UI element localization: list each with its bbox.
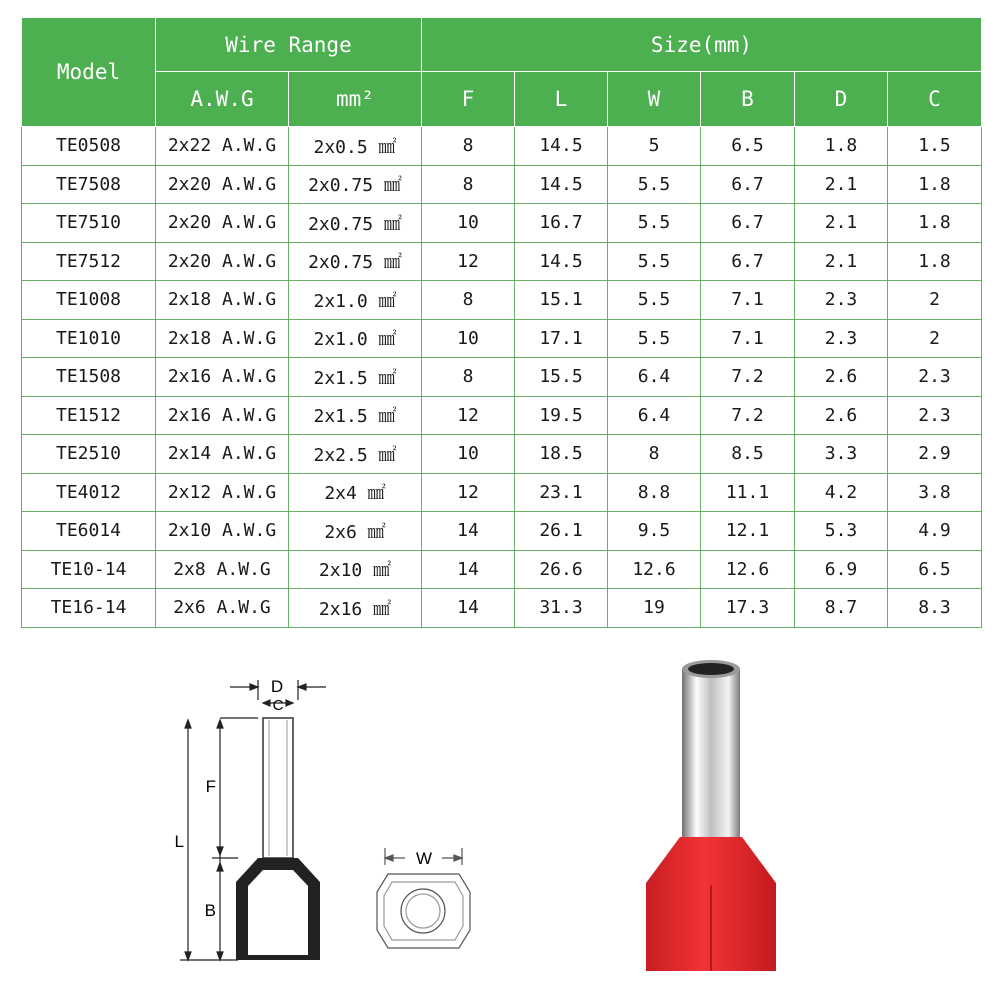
cell-l: 19.5 bbox=[515, 396, 608, 435]
cell-f: 12 bbox=[422, 242, 515, 281]
cell-b: 8.5 bbox=[701, 435, 795, 474]
cell-mm2: 2x1.5 ㎟ bbox=[289, 358, 422, 397]
cell-f: 14 bbox=[422, 550, 515, 589]
cell-d: 8.7 bbox=[795, 589, 888, 628]
cell-w: 5.5 bbox=[608, 281, 701, 320]
cell-model: TE4012 bbox=[22, 473, 156, 512]
cell-c: 1.8 bbox=[888, 165, 982, 204]
cell-b: 11.1 bbox=[701, 473, 795, 512]
cell-b: 12.1 bbox=[701, 512, 795, 551]
header-w: W bbox=[608, 72, 701, 127]
cell-f: 8 bbox=[422, 358, 515, 397]
cell-c: 2.3 bbox=[888, 358, 982, 397]
cell-c: 1.5 bbox=[888, 127, 982, 166]
cell-c: 2.3 bbox=[888, 396, 982, 435]
cell-w: 5.5 bbox=[608, 319, 701, 358]
cell-d: 6.9 bbox=[795, 550, 888, 589]
cell-model: TE1008 bbox=[22, 281, 156, 320]
cell-model: TE1010 bbox=[22, 319, 156, 358]
label-l: L bbox=[174, 832, 184, 851]
cell-model: TE6014 bbox=[22, 512, 156, 551]
cell-model: TE7510 bbox=[22, 204, 156, 243]
cell-f: 14 bbox=[422, 512, 515, 551]
cell-model: TE1508 bbox=[22, 358, 156, 397]
cell-c: 2 bbox=[888, 319, 982, 358]
cell-f: 14 bbox=[422, 589, 515, 628]
cell-awg: 2x8 A.W.G bbox=[156, 550, 289, 589]
cell-awg: 2x20 A.W.G bbox=[156, 165, 289, 204]
header-l: L bbox=[515, 72, 608, 127]
cell-mm2: 2x0.75 ㎟ bbox=[289, 242, 422, 281]
cell-d: 2.1 bbox=[795, 165, 888, 204]
cell-w: 9.5 bbox=[608, 512, 701, 551]
cell-d: 3.3 bbox=[795, 435, 888, 474]
cell-awg: 2x22 A.W.G bbox=[156, 127, 289, 166]
table-row bbox=[22, 242, 982, 281]
cell-f: 8 bbox=[422, 165, 515, 204]
table-row bbox=[22, 204, 982, 243]
cell-l: 14.5 bbox=[515, 127, 608, 166]
table-row bbox=[22, 165, 982, 204]
label-b: B bbox=[204, 901, 216, 920]
cell-c: 2 bbox=[888, 281, 982, 320]
cell-c: 8.3 bbox=[888, 589, 982, 628]
cell-b: 7.1 bbox=[701, 319, 795, 358]
cell-f: 12 bbox=[422, 473, 515, 512]
cell-w: 6.4 bbox=[608, 396, 701, 435]
cell-w: 6.4 bbox=[608, 358, 701, 397]
table-row bbox=[22, 435, 982, 474]
cell-awg: 2x18 A.W.G bbox=[156, 319, 289, 358]
cell-d: 5.3 bbox=[795, 512, 888, 551]
cell-b: 6.7 bbox=[701, 165, 795, 204]
cell-mm2: 2x0.5 ㎟ bbox=[289, 127, 422, 166]
cell-f: 10 bbox=[422, 204, 515, 243]
cell-b: 17.3 bbox=[701, 589, 795, 628]
cell-awg: 2x10 A.W.G bbox=[156, 512, 289, 551]
cell-l: 23.1 bbox=[515, 473, 608, 512]
header-size: Size(mm) bbox=[422, 18, 982, 72]
cell-w: 5.5 bbox=[608, 204, 701, 243]
spec-table bbox=[21, 17, 982, 628]
cell-l: 15.5 bbox=[515, 358, 608, 397]
table-row bbox=[22, 396, 982, 435]
label-w: W bbox=[415, 849, 433, 868]
cell-model: TE0508 bbox=[22, 127, 156, 166]
cell-l: 15.1 bbox=[515, 281, 608, 320]
cell-f: 10 bbox=[422, 319, 515, 358]
cell-w: 5 bbox=[608, 127, 701, 166]
ferrule-dimension-drawing bbox=[170, 660, 490, 990]
spec-table-body bbox=[22, 127, 982, 628]
table-row bbox=[22, 589, 982, 628]
cell-mm2: 2x6 ㎟ bbox=[289, 512, 422, 551]
cell-c: 1.8 bbox=[888, 242, 982, 281]
cell-mm2: 2x16 ㎟ bbox=[289, 589, 422, 628]
cell-d: 2.6 bbox=[795, 358, 888, 397]
cell-c: 2.9 bbox=[888, 435, 982, 474]
cell-mm2: 2x4 ㎟ bbox=[289, 473, 422, 512]
cell-l: 14.5 bbox=[515, 242, 608, 281]
cell-l: 17.1 bbox=[515, 319, 608, 358]
cell-b: 6.5 bbox=[701, 127, 795, 166]
label-c: C bbox=[272, 697, 284, 714]
cell-d: 2.1 bbox=[795, 242, 888, 281]
ferrule-photo bbox=[630, 655, 790, 985]
table-row bbox=[22, 281, 982, 320]
cell-awg: 2x14 A.W.G bbox=[156, 435, 289, 474]
cell-c: 6.5 bbox=[888, 550, 982, 589]
cell-d: 1.8 bbox=[795, 127, 888, 166]
cell-l: 31.3 bbox=[515, 589, 608, 628]
cell-w: 5.5 bbox=[608, 242, 701, 281]
cell-d: 2.6 bbox=[795, 396, 888, 435]
cell-b: 7.2 bbox=[701, 358, 795, 397]
cell-mm2: 2x0.75 ㎟ bbox=[289, 204, 422, 243]
cell-w: 8.8 bbox=[608, 473, 701, 512]
cell-d: 2.3 bbox=[795, 281, 888, 320]
cell-model: TE2510 bbox=[22, 435, 156, 474]
cell-f: 10 bbox=[422, 435, 515, 474]
cell-b: 6.7 bbox=[701, 204, 795, 243]
cell-awg: 2x16 A.W.G bbox=[156, 358, 289, 397]
cell-l: 26.6 bbox=[515, 550, 608, 589]
header-d: D bbox=[795, 72, 888, 127]
cell-c: 1.8 bbox=[888, 204, 982, 243]
cell-awg: 2x12 A.W.G bbox=[156, 473, 289, 512]
cell-awg: 2x18 A.W.G bbox=[156, 281, 289, 320]
cell-awg: 2x16 A.W.G bbox=[156, 396, 289, 435]
cell-awg: 2x20 A.W.G bbox=[156, 242, 289, 281]
table-row bbox=[22, 319, 982, 358]
cell-w: 12.6 bbox=[608, 550, 701, 589]
label-d: D bbox=[270, 677, 284, 696]
cell-f: 12 bbox=[422, 396, 515, 435]
cell-mm2: 2x2.5 ㎟ bbox=[289, 435, 422, 474]
cell-mm2: 2x10 ㎟ bbox=[289, 550, 422, 589]
cell-w: 19 bbox=[608, 589, 701, 628]
cell-c: 3.8 bbox=[888, 473, 982, 512]
cell-l: 16.7 bbox=[515, 204, 608, 243]
cell-l: 18.5 bbox=[515, 435, 608, 474]
cell-mm2: 2x0.75 ㎟ bbox=[289, 165, 422, 204]
header-f: F bbox=[422, 72, 515, 127]
table-row bbox=[22, 512, 982, 551]
cell-f: 8 bbox=[422, 127, 515, 166]
cell-b: 6.7 bbox=[701, 242, 795, 281]
cell-awg: 2x20 A.W.G bbox=[156, 204, 289, 243]
label-f: F bbox=[205, 777, 216, 796]
cell-mm2: 2x1.0 ㎟ bbox=[289, 281, 422, 320]
header-wire-range: Wire Range bbox=[156, 18, 422, 72]
table-row bbox=[22, 550, 982, 589]
cell-awg: 2x6 A.W.G bbox=[156, 589, 289, 628]
table-row bbox=[22, 127, 982, 166]
cell-model: TE7508 bbox=[22, 165, 156, 204]
cell-model: TE16-14 bbox=[22, 589, 156, 628]
cell-l: 26.1 bbox=[515, 512, 608, 551]
header-c: C bbox=[888, 72, 982, 127]
cell-c: 4.9 bbox=[888, 512, 982, 551]
cell-model: TE10-14 bbox=[22, 550, 156, 589]
cell-b: 7.2 bbox=[701, 396, 795, 435]
header-model: Model bbox=[22, 18, 156, 127]
header-mm2: mm² bbox=[289, 72, 422, 127]
header-awg: A.W.G bbox=[156, 72, 289, 127]
cell-w: 8 bbox=[608, 435, 701, 474]
cell-mm2: 2x1.5 ㎟ bbox=[289, 396, 422, 435]
cell-mm2: 2x1.0 ㎟ bbox=[289, 319, 422, 358]
cell-d: 2.3 bbox=[795, 319, 888, 358]
cell-d: 4.2 bbox=[795, 473, 888, 512]
table-row bbox=[22, 473, 982, 512]
cell-model: TE7512 bbox=[22, 242, 156, 281]
cell-w: 5.5 bbox=[608, 165, 701, 204]
cell-f: 8 bbox=[422, 281, 515, 320]
cell-d: 2.1 bbox=[795, 204, 888, 243]
cell-l: 14.5 bbox=[515, 165, 608, 204]
cell-b: 7.1 bbox=[701, 281, 795, 320]
cell-b: 12.6 bbox=[701, 550, 795, 589]
cell-model: TE1512 bbox=[22, 396, 156, 435]
header-b: B bbox=[701, 72, 795, 127]
table-row bbox=[22, 358, 982, 397]
